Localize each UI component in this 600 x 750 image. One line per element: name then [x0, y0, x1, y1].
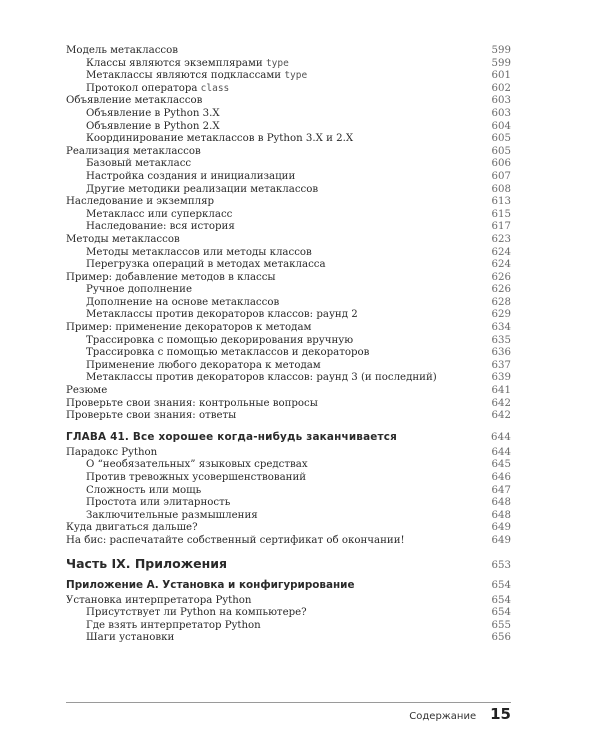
toc-entry	[66, 171, 511, 184]
toc-entry	[66, 45, 511, 58]
toc-entry	[66, 121, 511, 134]
toc-entry-page: 634	[491, 322, 511, 334]
toc-entry-text: Против тревожных усовершенствований	[86, 472, 307, 483]
toc-entry-title	[66, 234, 180, 247]
toc-entry	[66, 522, 511, 535]
toc-entry-text: Протокол оператора	[86, 82, 201, 94]
toc-section-metaclasses	[66, 45, 511, 423]
toc-entry	[66, 398, 511, 411]
toc-entry-text: Метаклассы являются подклассами	[86, 70, 285, 82]
toc-entry-title	[66, 632, 174, 645]
toc-entry-text: Метаклассы против декораторов классов: раунд 3 (и последний)	[86, 372, 437, 384]
toc-entry	[66, 510, 511, 523]
toc-entry	[66, 284, 511, 297]
toc-entry-page: 623	[491, 233, 511, 245]
toc-entry-text: Куда двигаться дальше?	[66, 522, 198, 534]
toc-entry	[66, 472, 511, 485]
toc-entry-title	[66, 497, 230, 510]
toc-entry-title	[66, 95, 202, 108]
toc-entry	[66, 459, 511, 472]
toc-entry-title	[66, 372, 437, 385]
toc-entry	[66, 58, 511, 71]
toc-entry-code: type	[284, 70, 308, 82]
toc-entry-title	[66, 158, 191, 171]
toc-entry	[66, 247, 511, 260]
toc-entry-text: Трассировка с помощью метаклассов и декораторов	[86, 347, 370, 359]
toc-entry-text: Перегрузка операций в методах метакласса	[86, 259, 326, 271]
toc-entry	[66, 385, 511, 398]
toc-entry-page: 603	[491, 107, 511, 119]
toc-entry	[66, 70, 511, 83]
toc-entry-title	[66, 309, 358, 322]
toc-entry-title	[66, 335, 353, 348]
toc-entry-page: 617	[491, 221, 511, 233]
chapter-page: 644	[490, 431, 511, 443]
toc-entry-page: 654	[491, 607, 511, 619]
toc-entry-text: Установка интерпретатора Python	[66, 594, 252, 606]
toc-entry-page: 624	[491, 259, 511, 271]
toc-entry-title	[66, 385, 107, 398]
toc-entry	[66, 259, 511, 272]
toc-entry-page: 606	[491, 158, 511, 170]
toc-entry-text: Присутствует ли Python на компьютере?	[86, 607, 307, 619]
toc-entry-title	[66, 459, 308, 472]
toc-entry-page: 637	[491, 359, 511, 371]
toc-entry-title	[66, 196, 214, 209]
toc-entry-code: class	[200, 82, 230, 94]
toc-entry-text: Парадокс Python	[66, 446, 158, 458]
toc-entry	[66, 335, 511, 348]
toc-section-appendix-a	[66, 595, 511, 645]
toc-entry-title	[66, 221, 235, 234]
toc-entry	[66, 535, 511, 548]
toc-entry-title	[66, 108, 220, 121]
toc-entry-title	[66, 447, 157, 460]
toc-entry-text: Ручное дополнение	[86, 284, 193, 296]
chapter-title: ГЛАВА 41. Все хорошее когда-нибудь заканчивается	[66, 430, 397, 443]
toc-entry-title	[66, 247, 312, 260]
toc-entry-text: Наследование: вся история	[86, 221, 235, 233]
toc-entry	[66, 221, 511, 234]
toc-entry-page: 629	[491, 309, 511, 321]
toc-entry-text: Объявление метаклассов	[66, 95, 203, 107]
toc-entry-text: Методы метаклассов	[66, 233, 180, 245]
toc-entry	[66, 372, 511, 385]
toc-entry	[66, 184, 511, 197]
toc-entry-title	[66, 209, 232, 222]
toc-entry-page: 649	[491, 534, 511, 546]
toc-entry-title	[66, 607, 307, 620]
toc-entry-text: Проверьте свои знания: контрольные вопросы	[66, 397, 318, 409]
toc-entry-text: Классы являются экземплярами	[86, 57, 266, 69]
toc-entry-title	[66, 620, 261, 633]
toc-entry	[66, 410, 511, 423]
toc-entry	[66, 620, 511, 633]
toc-entry-title	[66, 133, 353, 146]
chapter-heading	[66, 431, 511, 443]
toc-entry	[66, 497, 511, 510]
toc-entry-title	[66, 472, 306, 485]
toc-entry-text: Пример: добавление методов в классы	[66, 271, 276, 283]
toc-entry-text: Объявление в Python 3.X	[86, 107, 220, 119]
toc-entry-title	[66, 360, 321, 373]
footer-rule	[66, 702, 511, 703]
toc-entry-page: 646	[491, 472, 511, 483]
toc-entry	[66, 485, 511, 498]
toc-entry-text: Объявление в Python 2.X	[86, 120, 220, 132]
toc-entry-text: Дополнение на основе метаклассов	[86, 296, 280, 308]
toc-entry-page: 648	[491, 497, 511, 509]
toc-entry-title	[66, 171, 295, 184]
toc-entry-page: 642	[491, 410, 511, 422]
toc-entry-text: О “необязательных” языковых средствах	[86, 459, 308, 471]
toc-entry	[66, 209, 511, 222]
toc-entry	[66, 272, 511, 285]
toc-entry-title	[66, 522, 198, 535]
toc-entry-title	[66, 272, 276, 285]
toc-entry-title	[66, 83, 229, 96]
toc-entry-text: Другие методики реализации метаклассов	[86, 183, 319, 195]
toc-entry-page: 645	[491, 459, 511, 471]
toc-entry-title	[66, 347, 369, 360]
toc-entry-title	[66, 398, 318, 411]
toc-entry-page: 624	[491, 246, 511, 258]
toc-entry-title	[66, 146, 201, 159]
toc-entry	[66, 108, 511, 121]
toc-entry-text: Методы метаклассов или методы классов	[86, 246, 312, 258]
toc-entry-title	[66, 58, 289, 71]
toc-section-chapter41	[66, 447, 511, 548]
toc-entry-text: Резюме	[66, 385, 108, 397]
toc-entry-page: 644	[491, 446, 511, 458]
toc-entry-title	[66, 595, 252, 608]
toc-entry-text: Простота или элитарность	[86, 497, 231, 509]
toc-entry-title	[66, 45, 178, 58]
toc-entry-page: 613	[491, 196, 511, 208]
toc-entry-title	[66, 70, 307, 83]
toc-entry-text: Базовый метакласс	[86, 158, 192, 170]
toc-entry-text: Координирование метаклассов в Python 3.X и 2.X	[86, 133, 354, 145]
part-page: 653	[491, 559, 511, 571]
toc-entry	[66, 447, 511, 460]
toc-entry	[66, 133, 511, 146]
toc-entry-page: 654	[491, 594, 511, 606]
toc-entry	[66, 632, 511, 645]
toc-entry-text: Заключительные размышления	[86, 509, 258, 521]
appendix-title: Приложение А. Установка и конфигурирование	[66, 578, 355, 591]
toc-entry-title	[66, 121, 220, 134]
toc-entry-page: 628	[491, 296, 511, 308]
toc-entry-page: 615	[491, 208, 511, 220]
toc-entry	[66, 347, 511, 360]
toc-entry-text: Настройка создания и инициализации	[86, 170, 296, 182]
toc-entry-page: 641	[491, 385, 511, 397]
toc-entry	[66, 95, 511, 108]
toc-entry-page: 656	[491, 632, 511, 644]
toc-entry-page: 642	[491, 397, 511, 409]
toc-entry	[66, 309, 511, 322]
toc-entry-page: 603	[491, 95, 511, 107]
toc-entry	[66, 234, 511, 247]
toc-entry-code: type	[265, 57, 289, 69]
page-number: 15	[490, 705, 511, 723]
toc-entry-page: 605	[491, 145, 511, 157]
toc-entry	[66, 607, 511, 620]
toc-entry-text: Трассировка с помощью декорирования вручную	[86, 334, 354, 346]
toc-entry-page: 605	[491, 133, 511, 145]
toc-entry-page: 647	[491, 484, 511, 496]
toc-entry-title	[66, 184, 318, 197]
toc-entry-text: Метаклассы против декораторов классов: раунд 2	[86, 309, 358, 321]
toc-entry-text: Проверьте свои знания: ответы	[66, 410, 237, 422]
toc-entry-title	[66, 322, 311, 335]
toc-entry-page: 601	[491, 70, 511, 82]
toc-entry-title	[66, 485, 201, 498]
toc-entry-page: 648	[491, 509, 511, 521]
page-footer	[409, 705, 511, 723]
toc-entry-page: 626	[491, 284, 511, 296]
toc-entry	[66, 595, 511, 608]
toc-entry-title	[66, 259, 326, 272]
footer-label: Содержание	[409, 711, 477, 722]
appendix-page: 654	[491, 579, 511, 591]
toc-entry-page: 599	[491, 57, 511, 69]
toc-entry-text: Где взять интерпретатор Python	[86, 619, 261, 631]
toc-entry	[66, 297, 511, 310]
toc-entry-title	[66, 284, 192, 297]
table-of-contents	[66, 45, 511, 645]
toc-entry-text: Наследование и экземпляр	[66, 196, 215, 208]
toc-entry-page: 602	[491, 82, 511, 94]
part-title: Часть IX. Приложения	[66, 555, 228, 571]
toc-entry-page: 649	[491, 522, 511, 534]
toc-entry-text: Пример: применение декораторов к методам	[66, 322, 312, 334]
toc-entry-text: Шаги установки	[86, 632, 175, 644]
toc-entry-text: Сложность или мощь	[86, 484, 202, 496]
toc-entry-page: 604	[491, 120, 511, 132]
toc-entry-title	[66, 510, 258, 523]
toc-entry	[66, 146, 511, 159]
toc-entry-text: Применение любого декоратора к методам	[86, 359, 321, 371]
toc-entry-text: На бис: распечатайте собственный сертификат об окончании!	[66, 534, 405, 546]
appendix-heading	[66, 579, 511, 591]
toc-entry-page: 599	[491, 45, 511, 56]
toc-entry-page: 635	[491, 334, 511, 346]
toc-entry	[66, 360, 511, 373]
toc-entry-page: 608	[491, 183, 511, 195]
toc-entry-page: 636	[491, 347, 511, 359]
toc-entry-page: 607	[491, 170, 511, 182]
toc-entry-text: Реализация метаклассов	[66, 145, 201, 157]
toc-entry-title	[66, 297, 279, 310]
toc-entry-text: Метакласс или суперкласс	[86, 208, 233, 220]
toc-entry-title	[66, 410, 236, 423]
toc-entry-text: Модель метаклассов	[66, 45, 178, 56]
toc-entry	[66, 196, 511, 209]
toc-entry	[66, 322, 511, 335]
toc-entry	[66, 83, 511, 96]
part-heading	[66, 556, 511, 571]
toc-entry-title	[66, 535, 405, 548]
toc-entry-page: 655	[491, 619, 511, 631]
toc-entry-page: 639	[491, 372, 511, 384]
toc-entry	[66, 158, 511, 171]
toc-entry-page: 626	[491, 271, 511, 283]
